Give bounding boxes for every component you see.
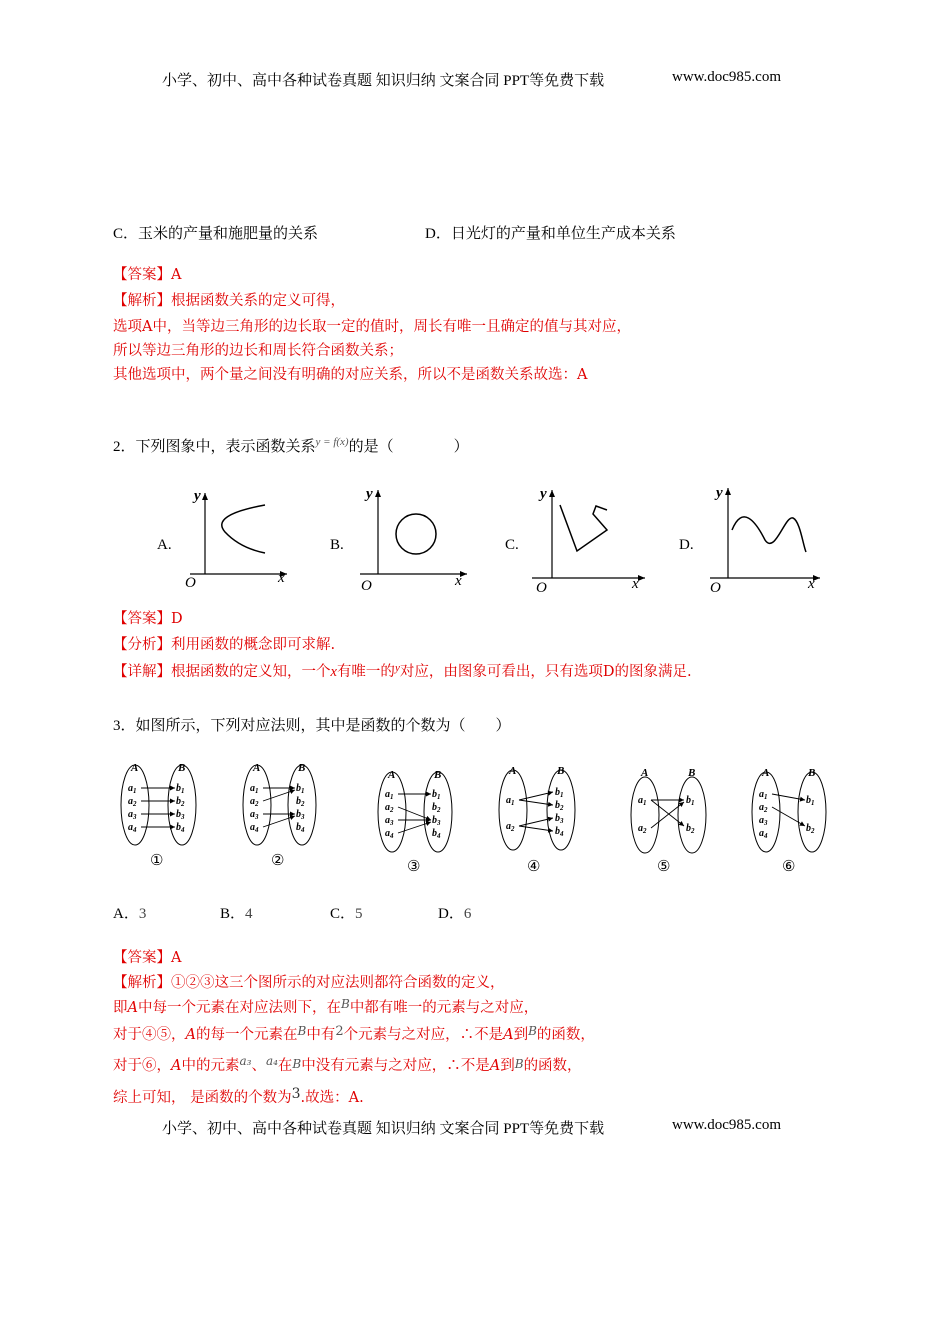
q3-analysis-2: 即A中每一个元素在对应法则下，在$^B$中都有唯一的元素与之对应， — [113, 997, 539, 1016]
q3-d5-set-b: B — [688, 767, 696, 779]
svg-text:a1: $a_1$ — [128, 783, 137, 795]
q1-option-d: D．日光灯的产量和单位生产成本关系 — [425, 226, 676, 242]
q3-option-a: A．3 — [113, 906, 147, 922]
svg-text:a2: $a_2$ — [250, 796, 259, 808]
q3-option-d: D．6 — [438, 906, 472, 922]
q3-analysis-4: 对于⑥，A中的元素$^{a_3}$、$^{a_4}$在B中没有元素与之对应，∴不是A到B的函数， — [113, 1054, 582, 1074]
svg-text:a1: $a_1$ — [759, 789, 768, 801]
q3-d2-set-a: A — [253, 762, 261, 774]
q2-detail-mid: 有唯一的 — [336, 664, 395, 680]
q2-graph-a-curve — [222, 505, 265, 553]
q3-option-c: C．5 — [330, 906, 363, 922]
q1-analysis-4: 其他选项中，两个量之间没有明确的对应关系，所以不是函数关系故选：A — [113, 367, 588, 383]
footer-text: 小学、初中、高中各种试卷真题 知识归纳 文案合同 PPT等免费下载 — [162, 1121, 605, 1137]
q2-graph-label-d: D. — [679, 537, 694, 553]
q3-d4-set-b: B — [557, 765, 565, 777]
svg-text:b2: $b_2$ — [296, 796, 305, 808]
q2-graph-label-a: A. — [157, 537, 172, 553]
q1-analysis-2: 选项A中，当等边三角形的边长取一定的值时，周长有唯一且确定的值与其对应， — [113, 319, 631, 335]
q2-graph-d-o: O — [710, 580, 721, 596]
svg-text:b1: $b_1$ — [296, 783, 305, 795]
q3-label-1: ① — [150, 853, 164, 869]
q2-analysis: 【分析】利用函数的概念即可求解. — [113, 637, 336, 653]
q3-stem: 3．如图所示，下列对应法则，其中是函数的个数为（ ） — [113, 718, 511, 734]
svg-text:b2: $b_2$ — [176, 796, 185, 808]
svg-text:b4: $b_4$ — [432, 828, 441, 840]
svg-text:b2: $b_2$ — [555, 800, 564, 812]
q3-diagram-2 — [243, 762, 316, 845]
svg-text:b1: $b_1$ — [686, 795, 695, 807]
q2-detail-post: 对应，由图象可看出，只有选项D的图象满足. — [399, 664, 692, 680]
q2-graph-a-x: x — [278, 570, 285, 586]
q3-d1-set-b: B — [178, 762, 186, 774]
q3-diagram-6 — [752, 767, 826, 852]
q2-graph-a-o: O — [185, 575, 196, 591]
q2-graph-label-c: C. — [505, 537, 519, 553]
svg-text:b2: $b_2$ — [432, 802, 441, 814]
svg-text:a2: $a_2$ — [759, 802, 768, 814]
q1-option-c: C．玉米的产量和施肥量的关系 — [113, 226, 319, 242]
q2-detail-pre: 【详解】根据函数的定义知，一个 — [113, 664, 331, 680]
svg-text:a2: $a_2$ — [385, 802, 394, 814]
q2-graph-b — [360, 486, 467, 594]
svg-text:a1: $a_1$ — [385, 789, 394, 801]
svg-text:a2: $a_2$ — [128, 796, 137, 808]
svg-text:b3: $b_3$ — [296, 809, 305, 821]
svg-text:b1: $b_1$ — [432, 789, 441, 801]
q3-label-3: ③ — [407, 859, 421, 875]
q3-d4-set-a: A — [509, 765, 517, 777]
q3-label-6: ⑥ — [782, 859, 796, 875]
q3-option-b: B．4 — [220, 906, 253, 922]
q3-label-5: ⑤ — [657, 859, 671, 875]
svg-text:b3: $b_3$ — [555, 813, 564, 825]
q2-graph-b-o: O — [361, 578, 372, 594]
q1-analysis-1: 【解析】根据函数关系的定义可得， — [113, 293, 345, 309]
q3-d3-set-a: A — [388, 769, 396, 781]
q2-graph-label-b: B. — [330, 537, 344, 553]
q3-d2-set-b: B — [298, 762, 306, 774]
svg-text:a4: $a_4$ — [759, 828, 768, 840]
q2-graph-a — [185, 488, 287, 591]
svg-text:a4: $a_4$ — [385, 828, 394, 840]
q2-graph-a-y: y — [194, 488, 201, 504]
q2-detail — [113, 660, 692, 681]
q2-graph-d-x: x — [808, 576, 815, 592]
q2-graph-d — [710, 485, 820, 596]
q3-d5-set-a: A — [641, 767, 649, 779]
svg-text:a4: $a_4$ — [128, 822, 137, 834]
q2-graph-b-y: y — [366, 486, 373, 502]
svg-text:a3: $a_3$ — [128, 809, 137, 821]
q2-stem-formula: y = f(x) — [315, 436, 349, 448]
svg-text:a3: $a_3$ — [385, 815, 394, 827]
svg-text:a2: $a_2$ — [506, 821, 515, 833]
svg-text:b3: $b_3$ — [432, 815, 441, 827]
q3-diagram-3 — [378, 769, 452, 852]
q3-analysis-3: 对于④⑤，A的每一个元素在$^B$中有2个元素与之对应，∴不是A到$^B$的函数， — [113, 1024, 595, 1043]
q2-detail-y: y — [394, 662, 400, 674]
svg-text:a3: $a_3$ — [759, 815, 768, 827]
q2-graph-d-y: y — [716, 485, 723, 501]
q2-detail-x: x — [330, 664, 337, 680]
svg-text:b4: $b_4$ — [555, 826, 564, 838]
q3-answer: 【答案】A — [113, 950, 182, 966]
q3-diagram-5 — [631, 767, 706, 853]
svg-text:b4: $b_4$ — [296, 822, 305, 834]
q3-d6-set-b: B — [808, 767, 816, 779]
q2-stem-post: 的是（ ） — [348, 439, 469, 455]
q2-graph-c-y: y — [540, 486, 547, 502]
svg-text:a1: $a_1$ — [250, 783, 259, 795]
header-text: 小学、初中、高中各种试卷真题 知识归纳 文案合同 PPT等免费下载 — [162, 73, 605, 89]
q2-graph-b-x: x — [455, 573, 462, 589]
svg-text:b2: $b_2$ — [686, 823, 695, 835]
q3-diagram-1 — [121, 762, 196, 845]
q3-analysis-1: 【解析】①②③这三个图所示的对应法则都符合函数的定义， — [113, 975, 505, 991]
q3-d1-set-a: A — [131, 762, 139, 774]
svg-text:b1: $b_1$ — [176, 783, 185, 795]
q2-graph-c — [532, 486, 645, 596]
q3-label-4: ④ — [527, 859, 541, 875]
q3-analysis-5: 综上可知， 是函数的个数为3.故选：A. — [113, 1086, 364, 1106]
q2-graph-c-x: x — [632, 576, 639, 592]
header-site: www.doc985.com — [672, 69, 782, 85]
q2-answer: 【答案】D — [113, 611, 183, 627]
q3-label-2: ② — [271, 853, 285, 869]
q1-analysis-3: 所以等边三角形的边长和周长符合函数关系； — [113, 343, 403, 359]
svg-text:a1: $a_1$ — [506, 795, 515, 807]
svg-text:b1: $b_1$ — [806, 795, 815, 807]
footer-site: www.doc985.com — [672, 1117, 782, 1133]
svg-text:b4: $b_4$ — [176, 822, 185, 834]
q2-graph-b-circle — [396, 514, 436, 554]
q3-d3-set-b: B — [434, 769, 442, 781]
svg-text:b2: $b_2$ — [806, 823, 815, 835]
svg-text:a1: $a_1$ — [638, 795, 647, 807]
svg-text:b3: $b_3$ — [176, 809, 185, 821]
svg-text:a3: $a_3$ — [250, 809, 259, 821]
svg-text:a4: $a_4$ — [250, 822, 259, 834]
q3-d6-set-a: A — [762, 767, 770, 779]
svg-text:a2: $a_2$ — [638, 823, 647, 835]
svg-text:b1: $b_1$ — [555, 787, 564, 799]
q2-graph-c-polyline — [560, 505, 607, 551]
q3-diagram-4 — [499, 765, 575, 850]
q2-graph-d-curve — [732, 517, 806, 552]
q2-stem-pre: 2．下列图象中，表示函数关系 — [113, 439, 316, 455]
q2-graph-c-o: O — [536, 580, 547, 596]
q1-answer: 【答案】A — [113, 267, 182, 283]
